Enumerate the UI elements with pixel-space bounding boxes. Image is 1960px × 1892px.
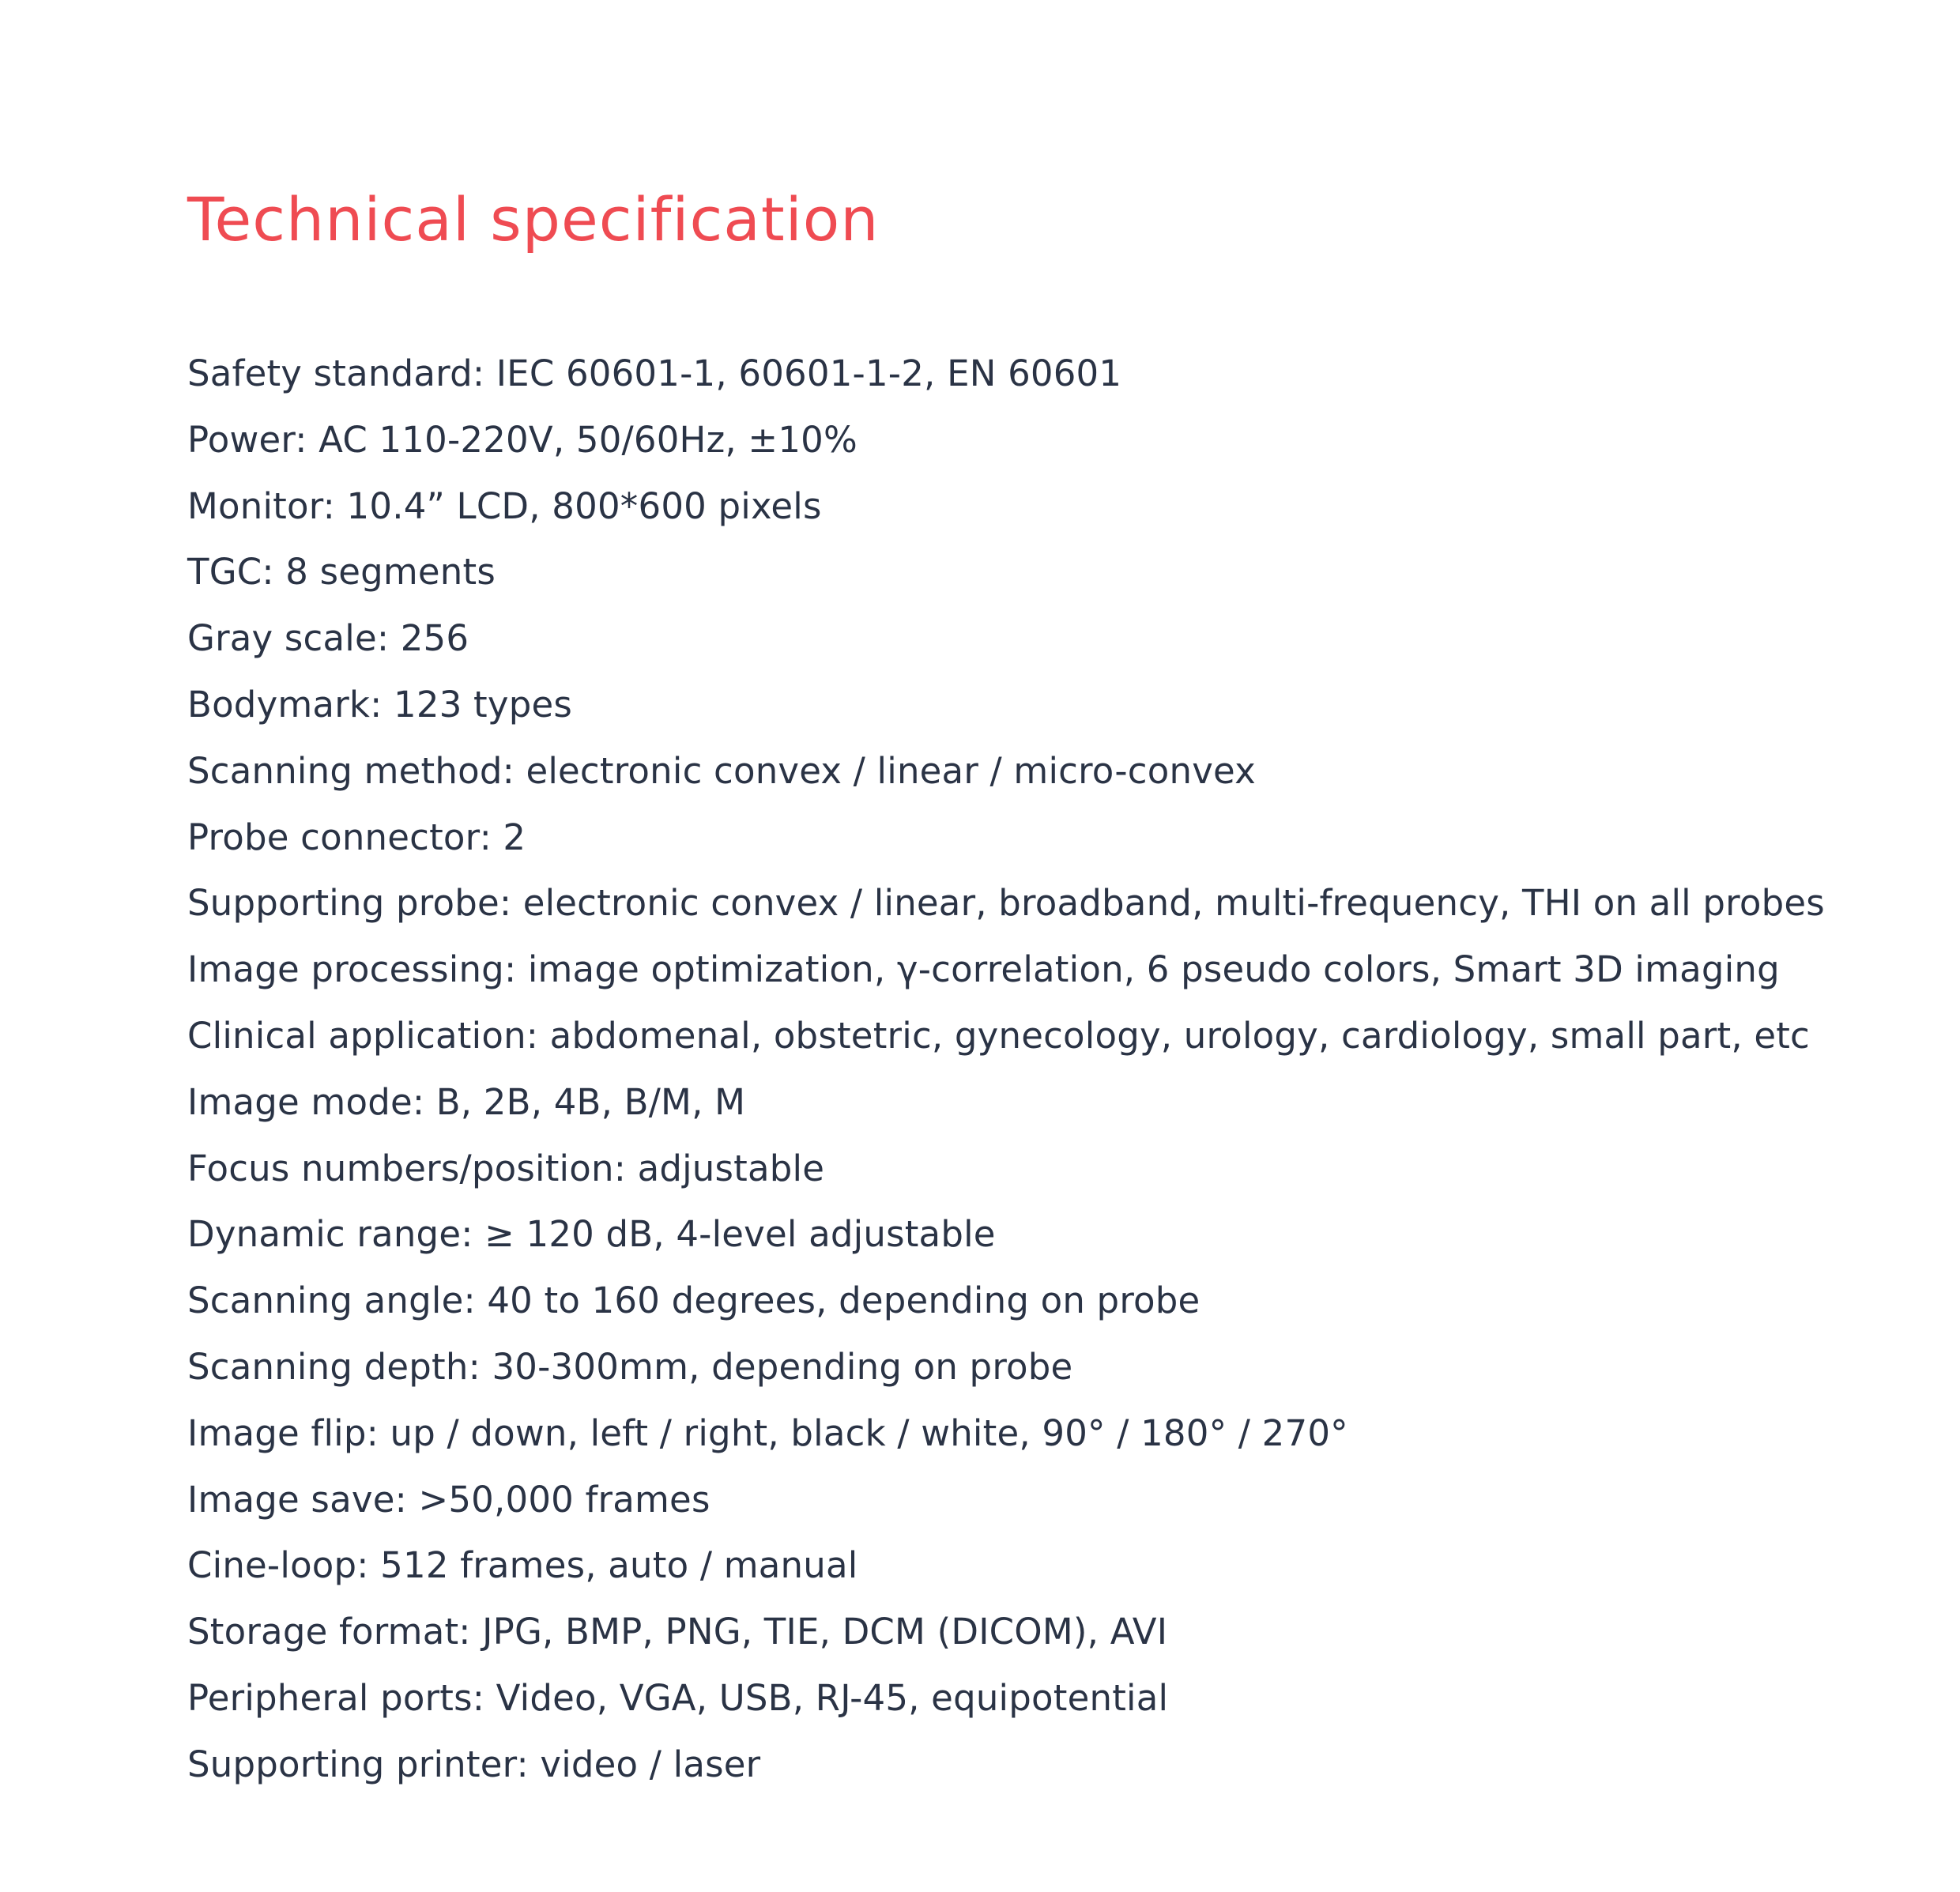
spec-supporting-probe: Supporting probe: electronic convex / linear, broadband, multi-frequency, THI on all probes bbox=[187, 882, 1825, 925]
spec-tgc: TGC: 8 segments bbox=[187, 551, 496, 594]
spec-image-save: Image save: >50,000 frames bbox=[187, 1478, 710, 1521]
spec-safety-standard: Safety standard: IEC 60601-1, 60601-1-2, EN 60601 bbox=[187, 352, 1122, 394]
spec-cine-loop: Cine-loop: 512 frames, auto / manual bbox=[187, 1544, 858, 1587]
spec-monitor: Monitor: 10.4” LCD, 800*600 pixels bbox=[187, 484, 822, 527]
spec-peripheral-ports: Peripheral ports: Video, VGA, USB, RJ-45, equipotential bbox=[187, 1676, 1169, 1719]
spec-scanning-angle: Scanning angle: 40 to 160 degrees, depending on probe bbox=[187, 1280, 1200, 1322]
spec-storage-format: Storage format: JPG, BMP, PNG, TIE, DCM (DICOM), AVI bbox=[187, 1611, 1168, 1653]
spec-image-processing: Image processing: image optimization, γ-correlation, 6 pseudo colors, Smart 3D imaging bbox=[187, 948, 1780, 991]
spec-dynamic-range: Dynamic range: ≥ 120 dB, 4-level adjustable bbox=[187, 1213, 996, 1256]
spec-supporting-printer: Supporting printer: video / laser bbox=[187, 1743, 761, 1785]
spec-clinical-application: Clinical application: abdomenal, obstetric, gynecology, urology, cardiology, small part, etc bbox=[187, 1014, 1811, 1057]
spec-focus: Focus numbers/position: adjustable bbox=[187, 1147, 825, 1189]
spec-image-flip: Image flip: up / down, left / right, black / white, 90° / 180° / 270° bbox=[187, 1411, 1348, 1454]
spec-bodymark: Bodymark: 123 types bbox=[187, 683, 573, 726]
spec-probe-connector: Probe connector: 2 bbox=[187, 816, 526, 858]
spec-gray-scale: Gray scale: 256 bbox=[187, 617, 469, 660]
spec-list bbox=[187, 341, 1910, 1798]
spec-scanning-depth: Scanning depth: 30-300mm, depending on probe bbox=[187, 1345, 1073, 1388]
spec-image-mode: Image mode: B, 2B, 4B, B/M, M bbox=[187, 1080, 746, 1123]
spec-scanning-method: Scanning method: electronic convex / linear / micro-convex bbox=[187, 749, 1256, 792]
spec-power: Power: AC 110-220V, 50/60Hz, ±10% bbox=[187, 418, 858, 461]
page-title: Technical specification bbox=[187, 184, 880, 254]
